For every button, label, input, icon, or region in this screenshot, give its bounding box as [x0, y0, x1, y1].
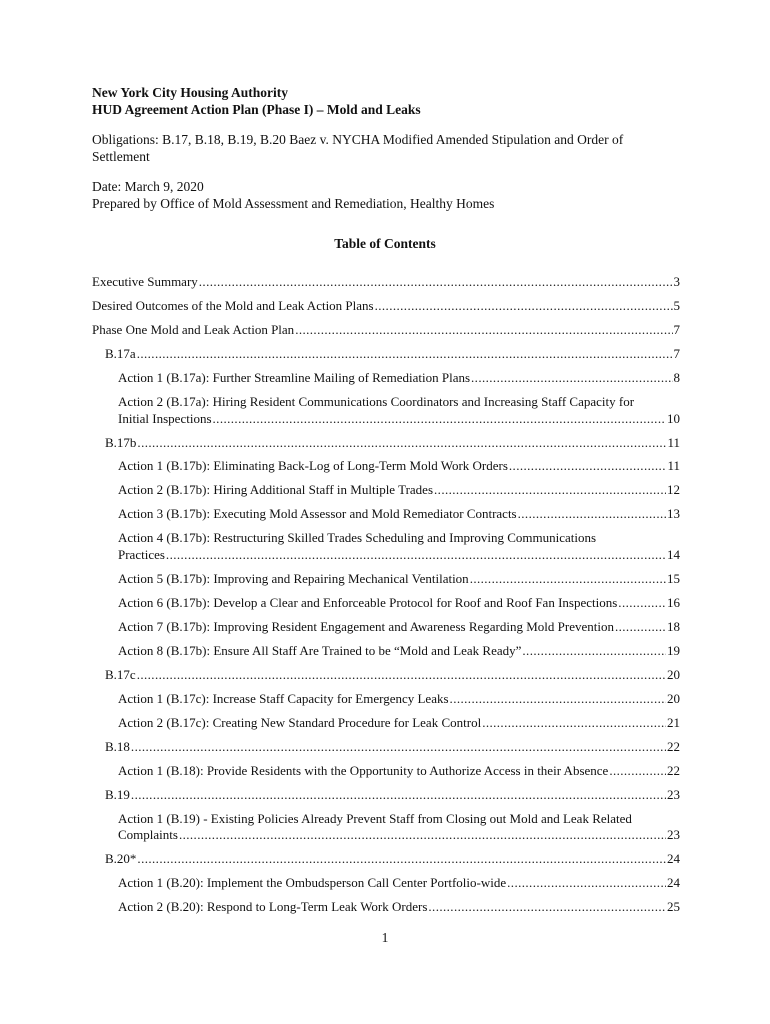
toc-entry[interactable]: [92, 875, 680, 892]
toc-entry-title: Complaints: [118, 827, 178, 843]
toc-entry-title: B.19: [105, 786, 130, 802]
toc-entry-title: Action 1 (B.17c): Increase Staff Capacity for Emergency Leaks: [118, 690, 449, 706]
toc-leader: [434, 482, 666, 499]
toc-entry-title: Action 3 (B.17b): Executing Mold Assessor and Mold Remediator Contracts: [118, 506, 517, 522]
toc-leader: [609, 763, 666, 780]
toc-entry-title: Action 1 (B.20): Implement the Ombudsperson Call Center Portfolio-wide: [118, 875, 507, 891]
toc-title: Table of Contents: [334, 236, 436, 251]
obligations-line-1: Obligations: B.17, B.18, B.19, B.20 Baez v. NYCHA Modified Amended Stipulation and Order of: [92, 132, 624, 147]
toc-leader: [615, 619, 666, 636]
toc-entry-page: 14: [667, 547, 680, 563]
toc-entry-title: B.17b: [105, 434, 137, 450]
toc-entry-page: 7: [673, 345, 680, 361]
toc-leader: [428, 899, 666, 916]
toc-entry-page: 25: [667, 899, 680, 915]
toc-entry[interactable]: [92, 506, 680, 523]
prepared-by: Prepared by Office of Mold Assessment and Remediation, Healthy Homes: [92, 196, 495, 211]
date-block: [92, 178, 672, 212]
toc-entry-page: 11: [667, 458, 680, 474]
toc-entry-page: 11: [667, 434, 680, 450]
toc-entry-page: 13: [667, 506, 680, 522]
toc-entry[interactable]: [92, 899, 680, 916]
document-header: [92, 84, 672, 212]
toc-entry-title: Executive Summary: [92, 274, 198, 289]
toc-leader: [131, 739, 666, 756]
toc-entry[interactable]: [92, 346, 680, 363]
toc-leader: [470, 571, 666, 588]
toc-entry-page: 22: [667, 738, 680, 754]
org-name: New York City Housing Authority: [92, 85, 289, 100]
toc-entry-title: Action 8 (B.17b): Ensure All Staff Are Trained to be “Mold and Leak Ready”: [118, 642, 522, 658]
toc-entry[interactable]: [92, 763, 680, 780]
toc-leader: [375, 298, 673, 315]
toc-entry-title: Action 1 (B.17a): Further Streamline Mailing of Remediation Plans: [118, 369, 471, 385]
toc-entry-title: Action 1 (B.17b): Eliminating Back-Log of Long-Term Mold Work Orders: [118, 458, 508, 474]
toc-leader: [131, 787, 666, 804]
toc-entry-title-line-1: Action 2 (B.17a): Hiring Resident Communications Coordinators and Increasing Staff Capacity for: [118, 393, 635, 409]
toc-entry[interactable]: [92, 595, 680, 612]
toc-entry-title: Initial Inspections: [118, 410, 212, 426]
toc-entry-page: 12: [667, 482, 680, 498]
toc-entry-page: 3: [673, 274, 680, 289]
toc-entry[interactable]: [92, 322, 680, 339]
toc-entry[interactable]: [92, 811, 680, 844]
table-of-contents: [92, 274, 680, 923]
toc-entry[interactable]: [92, 667, 680, 684]
toc-entry[interactable]: [92, 370, 680, 387]
toc-entry-title: B.20*: [105, 851, 137, 867]
toc-leader: [471, 370, 672, 387]
toc-entry[interactable]: [92, 739, 680, 756]
toc-leader: [137, 435, 666, 452]
toc-entry-title: Practices: [118, 547, 165, 563]
toc-entry-page: 10: [667, 410, 680, 426]
toc-entry-page: 16: [667, 595, 680, 610]
toc-entry-title: Desired Outcomes of the Mold and Leak Action Plans: [92, 297, 374, 313]
toc-entry-title: Action 1 (B.18): Provide Residents with the Opportunity to Authorize Access in their Absence: [118, 762, 609, 778]
toc-entry-page: 24: [667, 875, 680, 891]
toc-entry-page: 20: [667, 666, 680, 682]
toc-entry-page: 21: [667, 714, 680, 730]
obligations-line-2: Settlement: [92, 149, 150, 164]
toc-entry[interactable]: [92, 715, 680, 732]
toc-entry[interactable]: [92, 643, 680, 660]
toc-entry-page: 8: [673, 369, 680, 385]
toc-entry-title: B.17c: [105, 666, 136, 682]
toc-entry[interactable]: [92, 458, 680, 475]
toc-entry[interactable]: [92, 435, 680, 452]
toc-entry-title: Action 5 (B.17b): Improving and Repairing Mechanical Ventilation: [118, 571, 469, 587]
toc-leader: [482, 715, 666, 732]
toc-leader: [213, 411, 666, 428]
toc-entry[interactable]: [92, 530, 680, 563]
toc-entry[interactable]: [92, 274, 680, 291]
toc-entry-page: 23: [667, 827, 680, 843]
toc-leader: [450, 691, 666, 708]
toc-entry[interactable]: [92, 298, 680, 315]
toc-leader: [522, 643, 666, 660]
obligations: [92, 131, 672, 165]
toc-leader: [518, 506, 666, 523]
toc-leader: [618, 595, 666, 612]
toc-entry-title: B.17a: [105, 345, 136, 361]
toc-entry-title: Action 2 (B.17c): Creating New Standard Procedure for Leak Control: [118, 714, 482, 730]
toc-leader: [509, 458, 667, 475]
toc-leader: [137, 667, 666, 684]
toc-entry-page: 18: [667, 618, 680, 634]
toc-entry-title: Action 2 (B.17b): Hiring Additional Staff in Multiple Trades: [118, 482, 434, 498]
toc-entry-title: Action 2 (B.20): Respond to Long-Term Leak Work Orders: [118, 899, 428, 915]
toc-entry-page: 15: [667, 571, 680, 587]
toc-entry[interactable]: [92, 787, 680, 804]
toc-leader: [137, 851, 666, 868]
toc-entry[interactable]: [92, 394, 680, 427]
toc-entry-page: 24: [667, 851, 680, 867]
toc-entry-title-line-1: Action 1 (B.19) - Existing Policies Already Prevent Staff from Closing out Mold and Leak Related: [118, 810, 632, 826]
toc-entry-page: 19: [667, 642, 680, 658]
toc-entry-title: Action 7 (B.17b): Improving Resident Engagement and Awareness Regarding Mold Prevention: [118, 618, 614, 634]
toc-entry[interactable]: [92, 482, 680, 499]
toc-entry-page: 7: [673, 321, 680, 337]
toc-entry-page: 20: [667, 690, 680, 706]
toc-leader: [166, 547, 666, 564]
toc-entry-page: 23: [667, 786, 680, 802]
toc-entry[interactable]: [92, 571, 680, 588]
toc-leader: [199, 274, 673, 291]
toc-entry-title-line-1: Action 4 (B.17b): Restructuring Skilled Trades Scheduling and Improving Communications: [118, 530, 597, 546]
toc-entry[interactable]: [92, 851, 680, 868]
toc-entry-title: Phase One Mold and Leak Action Plan: [92, 321, 295, 337]
plan-title: HUD Agreement Action Plan (Phase I) – Mold and Leaks: [92, 102, 421, 117]
toc-entry[interactable]: [92, 691, 680, 708]
toc-leader: [137, 346, 673, 363]
page-number: 1: [381, 930, 389, 945]
toc-leader: [179, 827, 666, 844]
toc-leader: [507, 875, 666, 892]
toc-entry-page: 22: [667, 762, 680, 778]
toc-leader: [295, 322, 672, 339]
toc-entry-title: B.18: [105, 738, 130, 754]
toc-entry-page: 5: [673, 297, 680, 313]
toc-entry[interactable]: [92, 619, 680, 636]
toc-entry-title: Action 6 (B.17b): Develop a Clear and Enforceable Protocol for Roof and Roof Fan Inspections: [118, 595, 618, 610]
document-date: Date: March 9, 2020: [92, 179, 204, 194]
